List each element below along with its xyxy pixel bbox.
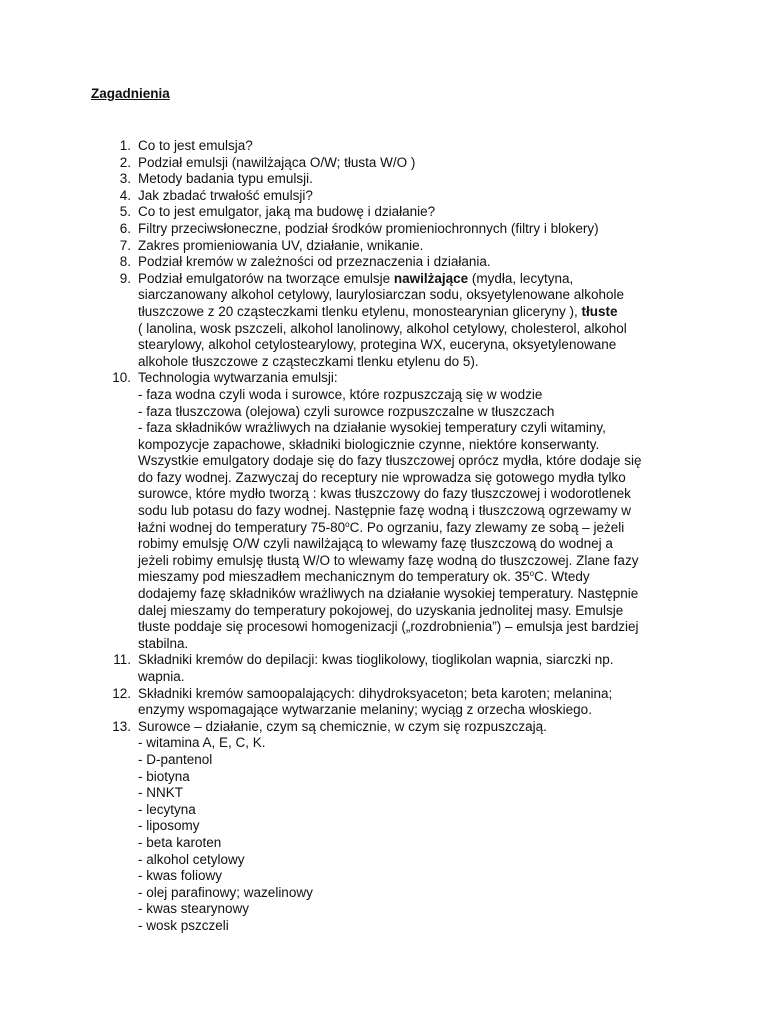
item-number: 3. xyxy=(119,171,131,187)
item-text: wapnia. xyxy=(138,669,185,684)
list-item xyxy=(0,204,673,221)
item-text: - faza składników wrażliwych na działanie wysokiej temperatury czyli witaminy, xyxy=(138,420,606,436)
text-run: tłuszczowe z 20 cząsteczkami tlenku etylenu, monostearynian gliceryny ), xyxy=(138,303,582,319)
item-text: Podział kremów w zależności od przeznaczenia i działania. xyxy=(138,254,491,270)
text-run: (mydła, lecytyna, xyxy=(468,270,574,286)
item-text: tłuste poddaje się procesowi homogenizacji („rozdrobnienia”) – emulsja jest bardziej xyxy=(138,619,639,635)
item-text: - alkohol cetylowy xyxy=(138,851,245,867)
item-text: Zakres promieniowania UV, działanie, wnikanie. xyxy=(138,237,424,253)
item-text: Surowce – działanie, czym są chemicznie, w czym się rozpuszczają. xyxy=(138,718,547,734)
item-text: siarczanowany alkohol cetylowy, laurylosiarczan sodu, oksyetylenowane alkohole xyxy=(138,287,625,303)
item-text: dodajemy fazę składników wrażliwych na działanie wysokiej temperatury. Następnie xyxy=(138,586,639,602)
item-text: enzymy wspomagające wytwarzanie melaniny; wyciąg z orzecha włoskiego. xyxy=(138,702,592,718)
item-number: 8. xyxy=(119,254,131,270)
item-text: - D-pantenol xyxy=(138,751,213,767)
item-number: 13. xyxy=(112,718,131,734)
item-text: alkohole tłuszczowe z cząsteczkami tlenku etylenu do 5). xyxy=(138,353,479,369)
list-item xyxy=(0,719,673,935)
item-text: - kwas stearynowy xyxy=(138,901,250,917)
item-text xyxy=(138,520,673,537)
item-number: 12. xyxy=(112,685,131,701)
item-text: - beta karoten xyxy=(138,834,222,850)
list-item xyxy=(0,138,673,155)
item-text: ( lanolina, wosk pszczeli, alkohol lanolinowy, alkohol cetylowy, cholesterol, alkohol xyxy=(138,320,627,336)
item-text: - biotyna xyxy=(138,768,190,784)
item-text: Podział emulsji (nawilżająca O/W; tłusta W/O ) xyxy=(138,154,416,170)
list-item xyxy=(0,652,673,685)
item-text: Wszystkie emulgatory dodaje się do fazy tłuszczowej oprócz mydła, które dodaje się xyxy=(138,453,642,469)
item-text: sodu lub potasu do fazy wodnej. Następnie fazę wodną i tłuszczową ogrzewamy w xyxy=(138,503,632,519)
item-text: - witamina A, E, C, K. xyxy=(138,735,266,751)
item-text: surowce, które mydło tworzą : kwas tłuszczowy do fazy tłuszczowej i wodorotlenek xyxy=(138,486,631,502)
item-text: - faza tłuszczowa (olejowa) czyli surowce rozpuszczalne w tłuszczach xyxy=(138,403,555,419)
item-number: 11. xyxy=(113,652,131,668)
list-item xyxy=(0,686,673,719)
item-number: 10. xyxy=(112,370,131,386)
item-text xyxy=(138,569,673,586)
item-number: 5. xyxy=(119,204,131,220)
list-item xyxy=(0,171,673,188)
item-text: robimy emulsję O/W czyli nawilżającą to wlewamy fazę tłuszczową do wodnej a xyxy=(138,536,613,552)
list-item xyxy=(0,254,673,271)
item-text: Jak zbadać trwałość emulsji? xyxy=(138,187,313,203)
list-item xyxy=(0,221,673,238)
item-text: stabilna. xyxy=(138,635,189,651)
item-text: - kwas foliowy xyxy=(138,868,223,884)
item-text: Składniki kremów samoopalających: dihydroksyaceton; beta karoten; melanina; xyxy=(138,685,613,701)
item-text: jeżeli robimy emulsję tłustą W/O to wlewamy fazę wodną do tłuszczowej. Zlane fazy xyxy=(138,552,639,568)
item-text: Składniki kremów do depilacji: kwas tioglikolowy, tioglikolan wapnia, siarczki np. xyxy=(138,652,614,668)
degree-superscript: o xyxy=(529,569,535,579)
item-number: 4. xyxy=(119,187,131,203)
list-item xyxy=(0,370,673,652)
item-number: 2. xyxy=(119,154,131,170)
item-number: 6. xyxy=(119,220,131,236)
item-text xyxy=(138,271,673,288)
bold-term: nawilżające xyxy=(393,270,469,286)
item-number: 1. xyxy=(119,138,131,153)
text-run: łaźni wodnej do temperatury 75-80 xyxy=(138,519,346,535)
page-title: Zagadnienia xyxy=(91,86,170,101)
list-item xyxy=(0,155,673,172)
item-text: Filtry przeciwsłoneczne, podział środków promieniochronnych (filtry i blokery) xyxy=(138,220,599,236)
item-text: Metody badania typu emulsji. xyxy=(138,171,313,187)
item-text: dalej mieszamy do temperatury pokojowej, do uzyskania jednolitej masy. Emulsje xyxy=(138,602,624,618)
text-run: mieszamy pod mieszadłem mechanicznym do temperatury ok. 35 xyxy=(138,569,530,585)
item-number: 9. xyxy=(119,270,131,286)
item-text: - faza wodna czyli woda i surowce, które rozpuszczają się w wodzie xyxy=(138,386,543,402)
item-number: 7. xyxy=(119,237,131,253)
item-text: stearylowy, alkohol cetylostearylowy, protegina WX, euceryna, oksyetylenowane xyxy=(138,337,617,353)
degree-superscript: o xyxy=(345,519,350,529)
item-text: Co to jest emulsja? xyxy=(138,138,253,153)
item-text: - NNKT xyxy=(138,785,183,801)
item-text: - liposomy xyxy=(138,818,200,834)
item-text xyxy=(138,304,673,321)
item-text: - lecytyna xyxy=(138,801,196,817)
topics-list xyxy=(0,138,768,935)
item-text: do fazy wodnej. Zazwyczaj do receptury nie wprowadza się gotowego mydła tylko xyxy=(138,469,626,485)
bold-term: tłuste xyxy=(581,303,618,319)
list-item xyxy=(0,188,673,205)
text-run: C. Po ogrzaniu, fazy zlewamy ze sobą – jeżeli xyxy=(349,519,625,535)
text-run: C. Wtedy xyxy=(534,569,590,585)
item-text: - wosk pszczeli xyxy=(138,917,229,933)
list-item xyxy=(0,271,673,371)
item-text: Co to jest emulgator, jaką ma budowę i działanie? xyxy=(138,204,436,220)
item-text: kompozycje zapachowe, składniki biologicznie czynne, niektóre konserwanty. xyxy=(138,436,600,452)
item-text: Technologia wytwarzania emulsji: xyxy=(138,370,338,386)
item-text: - olej parafinowy; wazelinowy xyxy=(138,884,313,900)
list-item xyxy=(0,238,673,255)
text-run: Podział emulgatorów na tworzące emulsje xyxy=(138,270,394,286)
